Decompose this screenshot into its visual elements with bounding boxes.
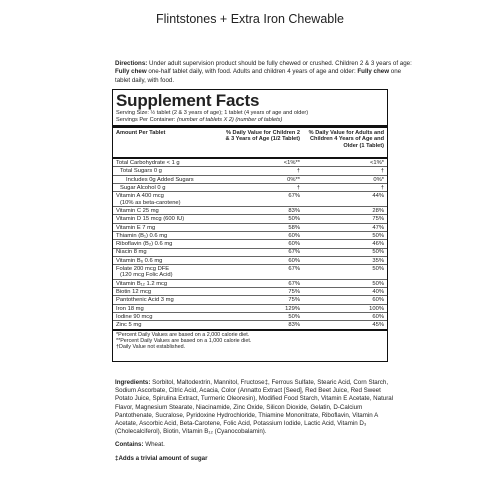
facts-row xyxy=(113,224,387,232)
child-dv: 67% xyxy=(288,280,300,287)
added-sugar-note: ‡Adds a trivial amount of sugar xyxy=(115,455,208,462)
nutrient-name: Iodine 90 mcg xyxy=(116,313,153,320)
footnote: †Daily Value not established. xyxy=(116,343,186,350)
servings-per-container-label: Servings Per Container: xyxy=(116,116,176,123)
adult-dv: 50% xyxy=(372,266,384,273)
supplement-facts-heading: Supplement Facts xyxy=(116,91,260,110)
nutrient-name: Vitamin D 15 mcg (600 IU) xyxy=(116,216,185,223)
child-dv: 60% xyxy=(288,232,300,239)
nutrient-name: Vitamin B₆ 0.6 mg xyxy=(116,257,163,264)
child-dv: 67% xyxy=(288,266,300,273)
facts-row xyxy=(113,184,387,192)
nutrient-name: Sugar Alcohol 0 g xyxy=(120,184,166,191)
ingredients-list: Sorbitol, Maltodextrin, Mannitol, Fructose‡, Ferrous Sulfate, Stearic Acid, Corn Starch, Sodium Ascorbate, Citric Acid, Acacia, Color (Annatto Extract [Seed], Red Beet Juice, Red Sweet Potato Juice, Spirulina Extract, Turmeric Oleoresin), Modified Food Starch, Vitamin E Acetate, Natural Flavor, Magnesium Stearate, Niacinamide, Zinc Oxide, Silicon Dioxide, Gelatin, D-Calcium Pantothenate, Sucralose, Pyridoxine Hydrochloride, Thiamine Mononitrate, Riboflavin, Vitamin A Acetate, Ascorbic Acid, Beta-Carotene, Folic Acid, Potassium Iodide, Lactic Acid, Vitamin D₃ (Cholecalciferol), Biotin, Vitamin B₁₂ (Cyanocobalamin). xyxy=(115,379,394,436)
facts-row xyxy=(113,288,387,296)
adult-dv: <1%* xyxy=(369,160,384,167)
directions-text xyxy=(115,60,415,85)
facts-header-row xyxy=(113,128,387,159)
directions-part-3: one tablet daily, with food. xyxy=(115,68,402,84)
ingredients-label: Ingredients: xyxy=(115,379,151,386)
nutrient-name: Zinc 5 mg xyxy=(116,322,142,329)
nutrient-name: Includes 0g Added Sugars xyxy=(126,176,194,183)
facts-row xyxy=(113,215,387,223)
child-dv: 60% xyxy=(288,257,300,264)
facts-row xyxy=(113,321,387,330)
nutrient-name: Pantothenic Acid 3 mg xyxy=(116,297,174,304)
nutrient-name xyxy=(116,192,224,206)
nutrient-name: Iron 18 mg xyxy=(116,305,144,312)
adult-dv: 35% xyxy=(372,257,384,264)
servings-per-container xyxy=(116,117,384,124)
adult-dv: † xyxy=(380,168,384,175)
facts-row xyxy=(113,313,387,321)
ingredients-text xyxy=(115,379,397,436)
nutrient-name: Niacin 8 mg xyxy=(116,249,147,256)
nutrient-subtext: (10% as beta-carotene) xyxy=(120,199,181,206)
child-dv: 67% xyxy=(288,193,300,200)
facts-row xyxy=(113,249,387,257)
nutrient-name: Total Sugars 0 g xyxy=(120,168,162,175)
adult-dv: 45% xyxy=(372,322,384,329)
child-dv: 75% xyxy=(288,297,300,304)
facts-row xyxy=(113,167,387,175)
nutrient-name: Thiamin (B₁) 0.6 mg xyxy=(116,232,168,239)
child-dv: † xyxy=(296,168,300,175)
product-title: Flintstones + Extra Iron Chewable xyxy=(156,12,344,26)
serving-info xyxy=(113,110,387,128)
facts-row xyxy=(113,240,387,248)
adult-dv: † xyxy=(380,184,384,191)
facts-row xyxy=(113,265,387,280)
adult-dv: 60% xyxy=(372,297,384,304)
servings-per-container-value: (number of tablets X 2) (number of tablets) xyxy=(175,116,283,123)
nutrient-name: Vitamin B₁₂ 1.2 mcg xyxy=(116,280,168,287)
facts-row xyxy=(113,305,387,313)
nutrient-subtext: (120 mcg Folic Acid) xyxy=(120,272,173,279)
nutrient-name: Total Carbohydrate < 1 g xyxy=(116,160,180,167)
nutrient-name: Biotin 12 mcg xyxy=(116,289,152,296)
footnote: **Percent Daily Values are based on a 1,000 calorie diet. xyxy=(116,337,252,344)
contains-value: Wheat. xyxy=(143,441,165,448)
nutrient-name: Riboflavin (B₂) 0.6 mg xyxy=(116,241,173,248)
directions-part-1: Under adult supervision product should be fully chewed or crushed. Children 2 & 3 years of age: xyxy=(147,60,412,67)
facts-row xyxy=(113,192,387,207)
child-dv: 50% xyxy=(288,216,300,223)
nutrient-name-text: Vitamin A 400 mcg xyxy=(116,193,164,200)
header-adult-dv: % Daily Value for Adults and Children 4 Years of Age and Older (1 Tablet) xyxy=(308,130,384,149)
adult-dv: 75% xyxy=(372,216,384,223)
child-dv: 67% xyxy=(288,249,300,256)
nutrient-name: Vitamin E 7 mg xyxy=(116,224,156,231)
nutrient-name: Vitamin C 25 mg xyxy=(116,207,159,214)
footnotes xyxy=(113,331,387,351)
adult-dv: 44% xyxy=(372,193,384,200)
child-dv: 0%** xyxy=(287,176,300,183)
adult-dv: 40% xyxy=(372,289,384,296)
adult-dv: 46% xyxy=(372,241,384,248)
directions-bold-1: Fully chew xyxy=(115,68,147,76)
facts-row xyxy=(113,232,387,240)
adult-dv: 100% xyxy=(369,305,384,312)
child-dv: 50% xyxy=(288,313,300,320)
serving-size: Serving Size: ½ tablet (2 & 3 years of age); 1 tablet (4 years of age and older) xyxy=(116,110,309,116)
header-child-dv: % Daily Value for Children 2 & 3 Years of Age (1/2 Tablet) xyxy=(225,130,300,143)
facts-row xyxy=(113,296,387,304)
header-amount: Amount Per Tablet xyxy=(116,130,166,137)
child-dv: <1%** xyxy=(283,160,300,167)
directions-label: Directions: xyxy=(115,60,148,67)
facts-row xyxy=(113,176,387,184)
child-dv: 75% xyxy=(288,289,300,296)
facts-row xyxy=(113,159,387,167)
footnote: *Percent Daily Values are based on a 2,000 calorie diet. xyxy=(116,331,250,338)
nutrient-name xyxy=(116,265,224,279)
adult-dv: 50% xyxy=(372,280,384,287)
adult-dv: 60% xyxy=(372,313,384,320)
adult-dv: 28% xyxy=(372,207,384,214)
directions-bold-2: Fully chew xyxy=(357,68,390,76)
contains-label: Contains: xyxy=(115,441,144,448)
facts-rows xyxy=(113,159,387,330)
facts-row xyxy=(113,207,387,215)
child-dv: 60% xyxy=(288,241,300,248)
adult-dv: 50% xyxy=(372,232,384,239)
directions-part-2: one-half tablet daily, with food. Adults and children 4 years of age and older: xyxy=(146,68,358,76)
nutrient-name-text: Folate 200 mcg DFE xyxy=(116,266,170,273)
contains-text xyxy=(115,441,165,448)
facts-row xyxy=(113,280,387,288)
facts-row xyxy=(113,257,387,265)
adult-dv: 50% xyxy=(372,249,384,256)
supplement-facts-panel xyxy=(112,89,388,362)
child-dv: 58% xyxy=(288,224,300,231)
adult-dv: 0%* xyxy=(373,176,384,183)
child-dv: † xyxy=(296,184,300,191)
child-dv: 83% xyxy=(288,322,300,329)
adult-dv: 47% xyxy=(372,224,384,231)
child-dv: 129% xyxy=(285,305,300,312)
child-dv: 83% xyxy=(288,207,300,214)
